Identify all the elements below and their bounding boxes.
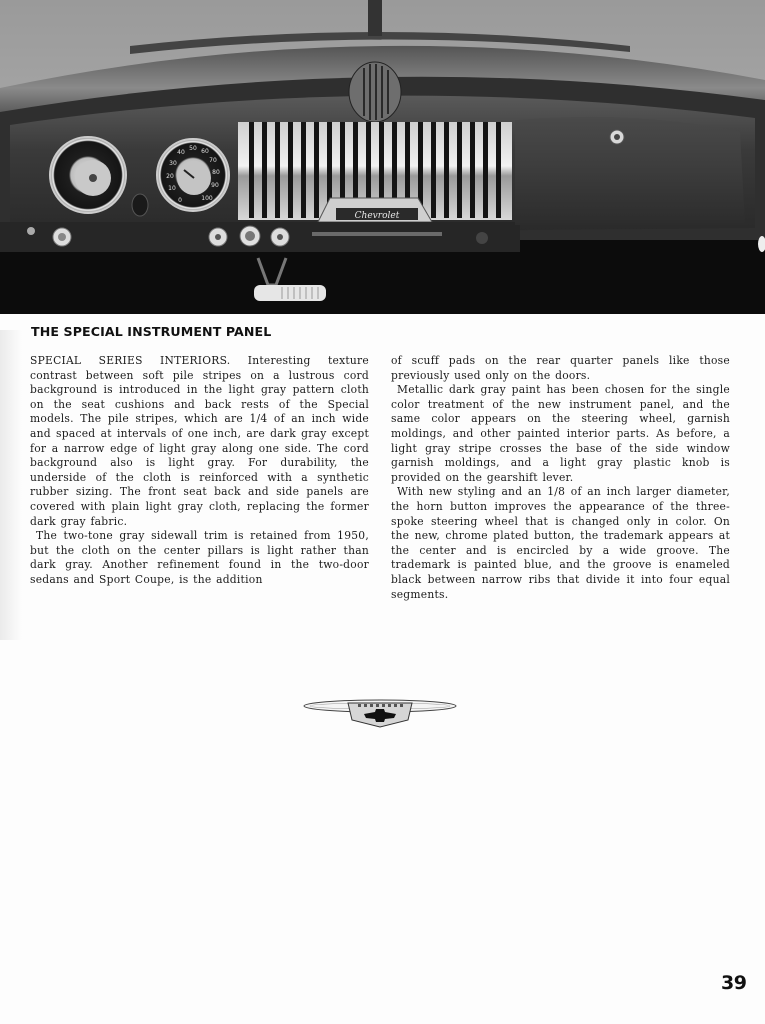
scan-edge-shadow [0, 330, 22, 640]
svg-text:30: 30 [169, 160, 177, 167]
svg-text:100: 100 [201, 195, 213, 202]
svg-text:40: 40 [177, 149, 185, 156]
svg-text:0: 0 [178, 197, 182, 204]
nameplate-text: Chevrolet [354, 211, 400, 221]
left-text-column [30, 354, 369, 588]
paragraph: SPECIAL SERIES INTERIORS. Interesting texture contrast between soft pile stripes on a lustrous cord background is introduced in the light gray pattern cloth on the seat cushions and back rests of the Special models. The pile stripes, which are 1/4 of an inch wide and spaced at intervals of one inch, are dark gray except for a narrow edge of light gray along one side. The cord background also is light gray. For durability, the underside of the cloth is reinforced with a synthetic rubber sizing. The front seat back and side panels are covered with plain light gray cloth, replacing the former dark gray fabric. [30, 354, 369, 528]
svg-text:80: 80 [212, 169, 220, 176]
right-text-column [391, 354, 730, 602]
photo-caption: THE SPECIAL INSTRUMENT PANEL [31, 324, 272, 339]
paragraph: The two-tone gray sidewall trim is retained from 1950, but the cloth on the center pillars is light rather than dark gray. Another refinement found in the two-door sedans and Sport Coupe, is the addition [30, 529, 369, 586]
instrument-panel-photo [0, 0, 765, 314]
chevrolet-bowtie-emblem [300, 692, 460, 732]
svg-text:10: 10 [168, 185, 176, 192]
paragraph: Metallic dark gray paint has been chosen for the single color treatment of the new instrument panel, and the same color appears on the steering wheel, garnish moldings, and other painted interior parts. As before, a light gray stripe crosses the base of the side window garnish moldings, and a light gray plastic knob is provided on the gearshift lever. [391, 383, 730, 484]
page-number: 39 [721, 972, 747, 994]
paragraph: With new styling and an 1/8 of an inch larger diameter, the horn button improves the appearance of the three-spoke steering wheel that is changed only in color. On the new, chrome plated button, the trademark appears at the center and is encircled by a wide groove. The trademark is painted blue, and the groove is enameled black between narrow ribs that divide it into four equal segments. [391, 485, 730, 601]
paragraph: of scuff pads on the rear quarter panels like those previously used only on the doors. [391, 354, 730, 382]
svg-text:20: 20 [166, 173, 174, 180]
svg-text:50: 50 [189, 145, 197, 152]
svg-text:90: 90 [211, 182, 219, 189]
svg-text:70: 70 [209, 157, 217, 164]
svg-text:60: 60 [201, 148, 209, 155]
